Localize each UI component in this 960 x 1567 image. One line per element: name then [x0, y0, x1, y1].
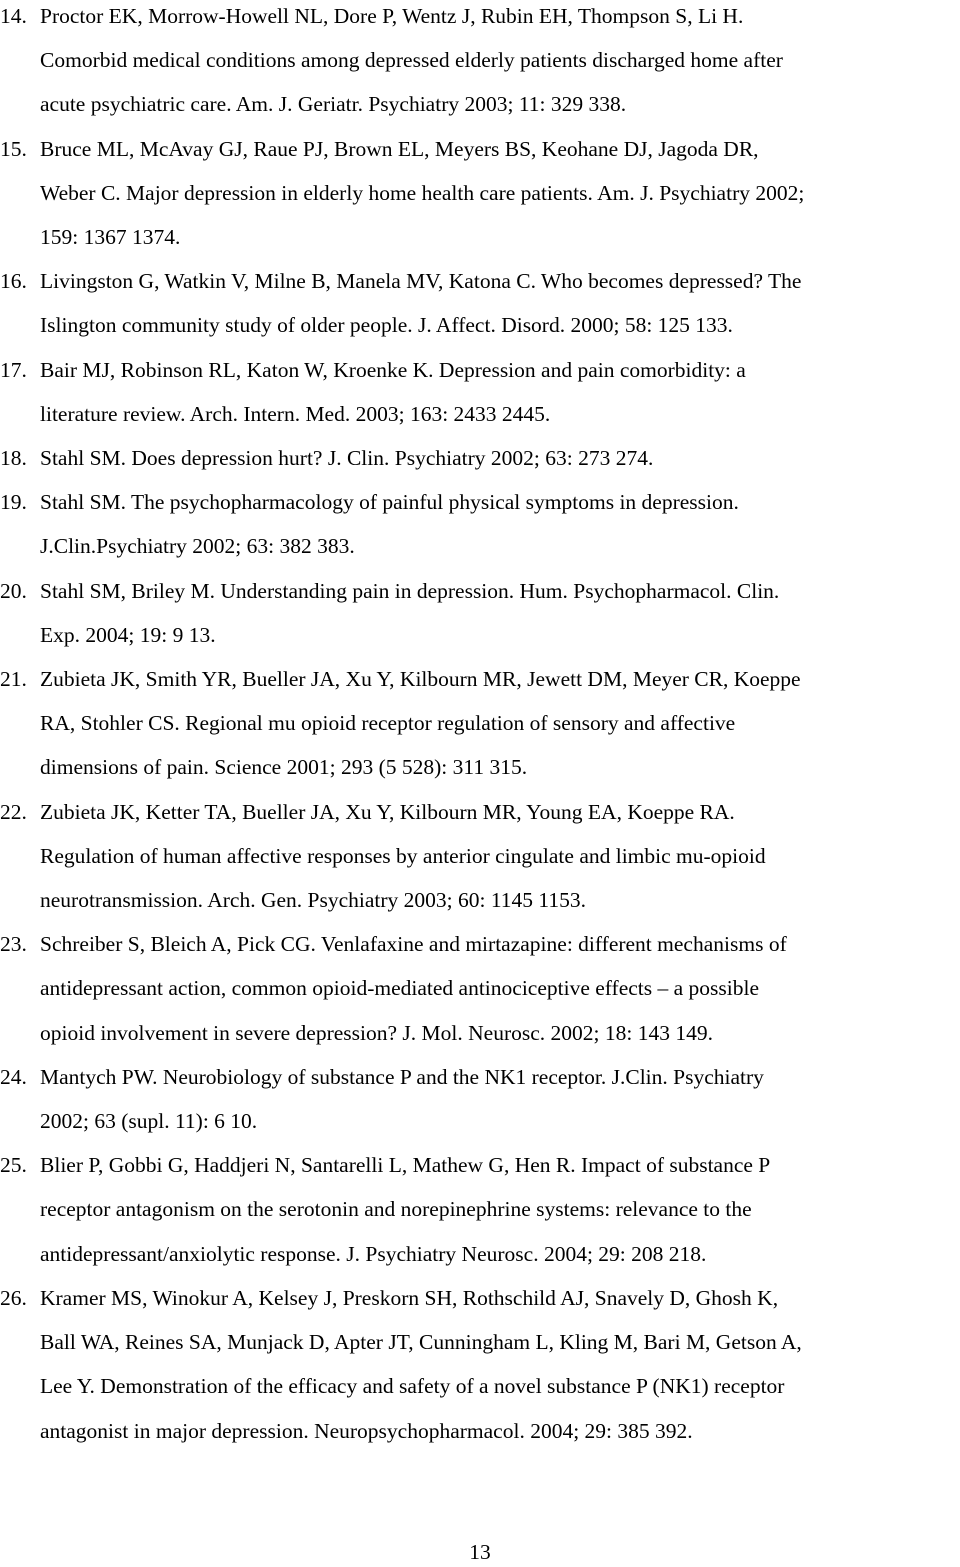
reference-text-line: Bair MJ, Robinson RL, Katon W, Kroenke K. Depression and pain comorbidity: a: [40, 357, 746, 382]
reference-item: [0, 348, 960, 436]
reference-number: 20.: [0, 578, 27, 603]
reference-item: [0, 922, 960, 1055]
reference-text-line: antidepressant action, common opioid-mediated antinociceptive effects – a possible: [40, 976, 760, 1001]
page-number: 13: [469, 1540, 491, 1564]
reference-text-line: Stahl SM, Briley M. Understanding pain in depression. Hum. Psychopharmacol. Clin.: [40, 578, 780, 603]
reference-text-line: J.Clin.Psychiatry 2002; 63: 382 383.: [40, 534, 355, 559]
reference-item: [0, 0, 960, 127]
reference-text-line: Proctor EK, Morrow-Howell NL, Dore P, Wentz J, Rubin EH, Thompson S, Li H.: [40, 4, 744, 28]
reference-item: [0, 259, 960, 347]
reference-text-line: Islington community study of older people. J. Affect. Disord. 2000; 58: 125 133.: [40, 313, 733, 338]
reference-text-line: Exp. 2004; 19: 9 13.: [40, 622, 216, 647]
reference-number: 25.: [0, 1153, 27, 1178]
reference-text-line: Comorbid medical conditions among depressed elderly patients discharged home after: [40, 48, 783, 73]
reference-number: 22.: [0, 799, 27, 824]
reference-text-line: Ball WA, Reines SA, Munjack D, Apter JT, Cunningham L, Kling M, Bari M, Getson A,: [40, 1330, 802, 1355]
reference-text-line: Lee Y. Demonstration of the efficacy and safety of a novel substance P (NK1) receptor: [40, 1374, 785, 1399]
reference-text-line: 159: 1367 1374.: [40, 225, 181, 250]
reference-text-line: Weber C. Major depression in elderly home health care patients. Am. J. Psychiatry 2002;: [40, 180, 805, 205]
reference-text-line: Regulation of human affective responses by anterior cingulate and limbic mu-opioid: [40, 843, 766, 868]
reference-text-line: literature review. Arch. Intern. Med. 2003; 163: 2433 2445.: [40, 401, 551, 426]
reference-text-line: Zubieta JK, Ketter TA, Bueller JA, Xu Y, Kilbourn MR, Young EA, Koeppe RA.: [40, 799, 735, 824]
reference-number: 23.: [0, 932, 27, 957]
reference-item: [0, 657, 960, 790]
reference-number: 14.: [0, 4, 27, 28]
reference-item: [0, 480, 960, 568]
reference-text-line: Kramer MS, Winokur A, Kelsey J, Preskorn SH, Rothschild AJ, Snavely D, Ghosh K,: [40, 1285, 779, 1310]
reference-number: 21.: [0, 667, 27, 692]
reference-item: [0, 1055, 960, 1143]
reference-text-line: Schreiber S, Bleich A, Pick CG. Venlafaxine and mirtazapine: different mechanisms of: [40, 932, 787, 957]
reference-number: 18.: [0, 446, 27, 471]
reference-item: [0, 569, 960, 657]
reference-text-line: RA, Stohler CS. Regional mu opioid receptor regulation of sensory and affective: [40, 711, 736, 736]
reference-text-line: neurotransmission. Arch. Gen. Psychiatry 2003; 60: 1145 1153.: [40, 888, 587, 913]
reference-text-line: Zubieta JK, Smith YR, Bueller JA, Xu Y, Kilbourn MR, Jewett DM, Meyer CR, Koeppe: [40, 667, 801, 692]
reference-text-line: Bruce ML, McAvay GJ, Raue PJ, Brown EL, Meyers BS, Keohane DJ, Jagoda DR,: [40, 136, 759, 161]
reference-number: 17.: [0, 357, 27, 382]
reference-number: 24.: [0, 1064, 27, 1089]
reference-number: 26.: [0, 1285, 27, 1310]
reference-text-line: opioid involvement in severe depression? J. Mol. Neurosc. 2002; 18: 143 149.: [40, 1020, 713, 1045]
reference-number: 15.: [0, 136, 27, 161]
reference-text-line: Mantych PW. Neurobiology of substance P and the NK1 receptor. J.Clin. Psychiatry: [40, 1064, 764, 1089]
reference-text-line: 2002; 63 (supl. 11): 6 10.: [40, 1109, 258, 1134]
reference-text-line: receptor antagonism on the serotonin and norepinephrine systems: relevance to the: [40, 1197, 752, 1222]
reference-text-line: Blier P, Gobbi G, Haddjeri N, Santarelli L, Mathew G, Hen R. Impact of substance P: [40, 1153, 771, 1178]
reference-item: [0, 436, 960, 480]
reference-text-line: dimensions of pain. Science 2001; 293 (5 528): 311 315.: [40, 755, 528, 780]
reference-item: [0, 1276, 960, 1453]
reference-item: [0, 1143, 960, 1276]
reference-text-line: acute psychiatric care. Am. J. Geriatr. Psychiatry 2003; 11: 329 338.: [40, 92, 627, 117]
reference-text-line: Stahl SM. Does depression hurt? J. Clin. Psychiatry 2002; 63: 273 274.: [40, 446, 654, 471]
reference-text-line: antagonist in major depression. Neuropsychopharmacol. 2004; 29: 385 392.: [40, 1418, 693, 1443]
reference-number: 19.: [0, 490, 27, 515]
reference-text-line: antidepressant/anxiolytic response. J. Psychiatry Neurosc. 2004; 29: 208 218.: [40, 1241, 707, 1266]
reference-text-line: Stahl SM. The psychopharmacology of painful physical symptoms in depression.: [40, 490, 739, 515]
reference-item: [0, 790, 960, 923]
reference-number: 16.: [0, 269, 27, 294]
reference-text-line: Livingston G, Watkin V, Milne B, Manela MV, Katona C. Who becomes depressed? The: [40, 269, 802, 294]
reference-item: [0, 127, 960, 260]
